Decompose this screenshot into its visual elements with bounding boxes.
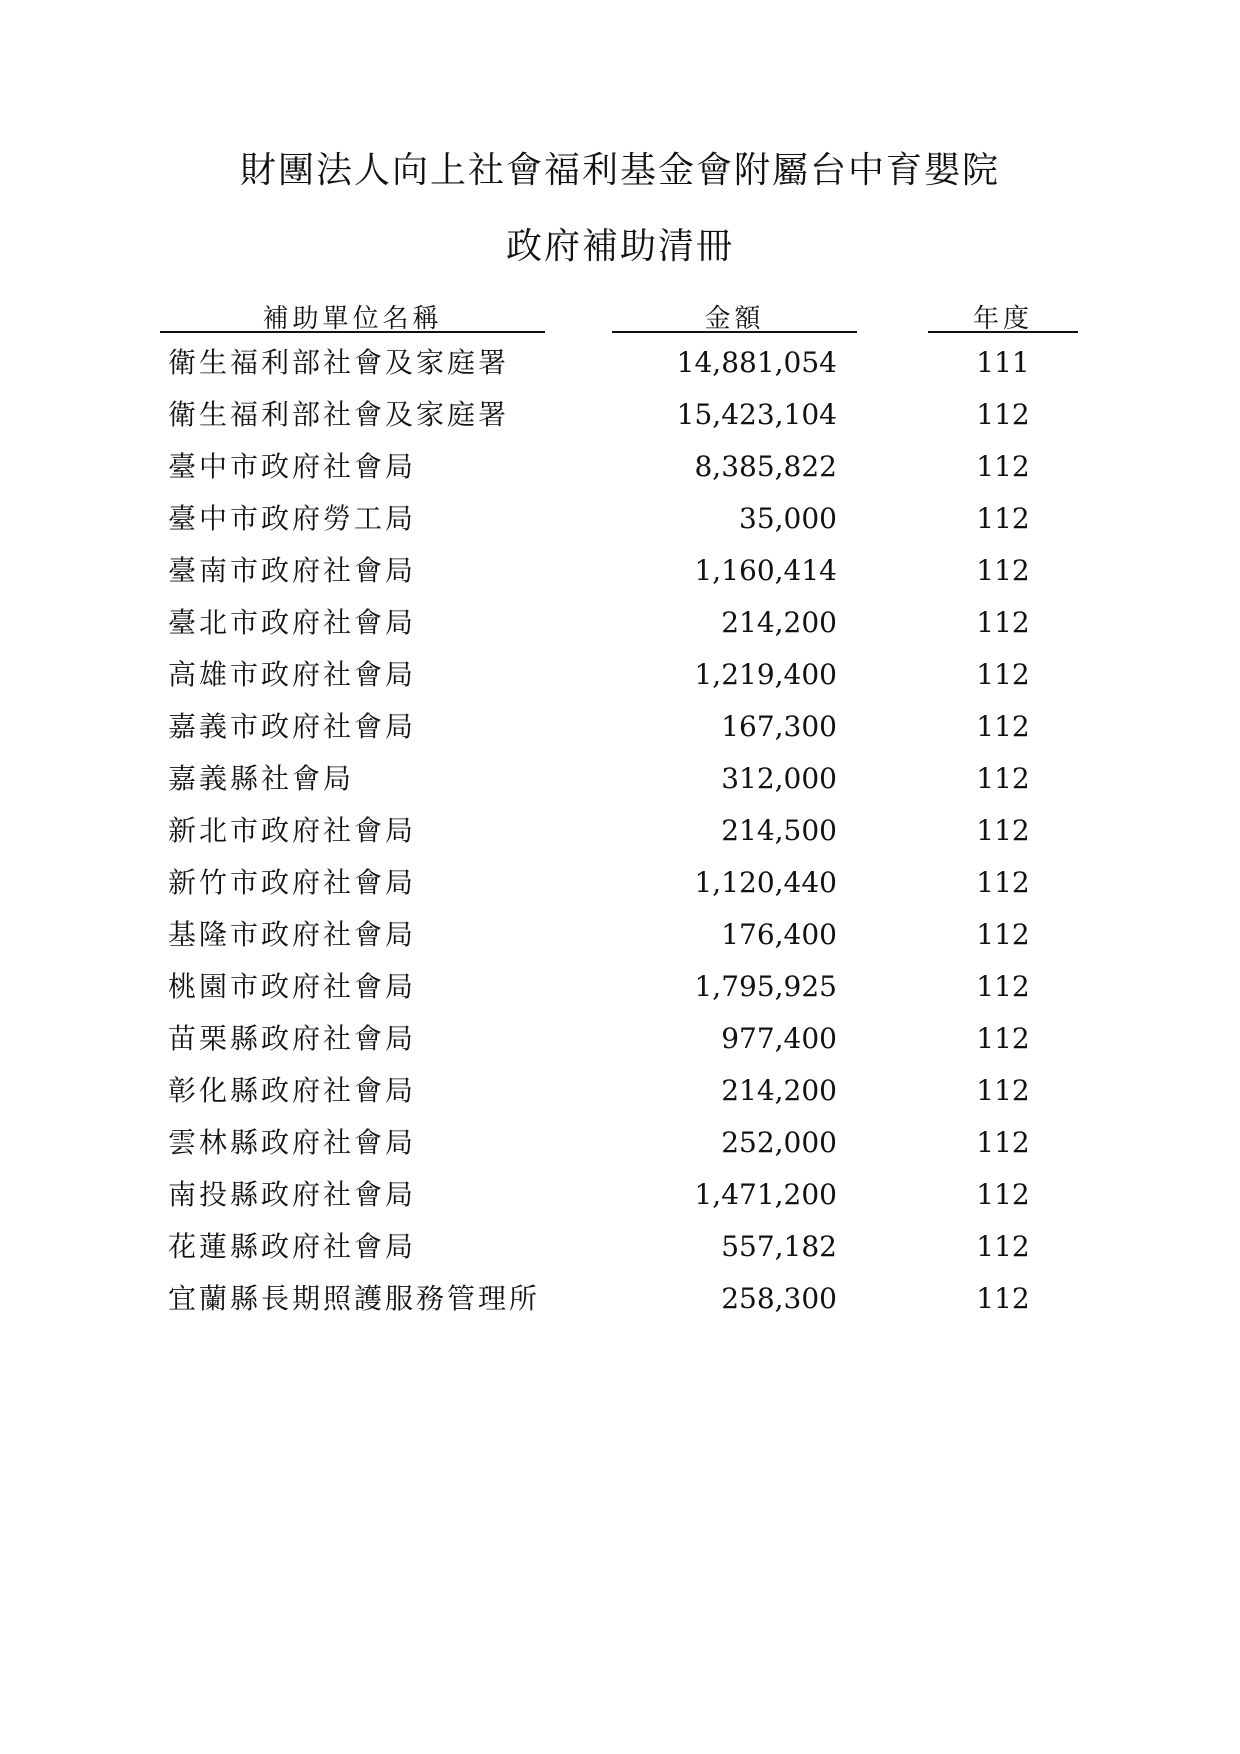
cell-year: 112 [976, 606, 1030, 639]
cell-year: 112 [976, 1230, 1030, 1263]
cell-year: 112 [976, 762, 1030, 795]
column-header-year: 年度 [972, 304, 1033, 334]
table-row [0, 596, 1240, 648]
table-row [0, 1272, 1240, 1324]
cell-amount: 1,219,400 [694, 658, 837, 691]
cell-subsidy-unit: 苗栗縣政府社會局 [168, 1022, 417, 1055]
cell-amount: 258,300 [721, 1282, 837, 1315]
cell-subsidy-unit: 南投縣政府社會局 [168, 1178, 417, 1211]
cell-amount: 1,795,925 [694, 970, 837, 1003]
cell-amount: 214,200 [721, 606, 837, 639]
cell-subsidy-unit: 臺南市政府社會局 [168, 554, 417, 587]
cell-amount: 214,500 [721, 814, 837, 847]
cell-subsidy-unit: 新竹市政府社會局 [168, 866, 417, 899]
table-row [0, 1064, 1240, 1116]
cell-amount: 252,000 [721, 1126, 837, 1159]
table-row [0, 1168, 1240, 1220]
cell-amount: 557,182 [721, 1230, 837, 1263]
table-row [0, 752, 1240, 804]
cell-amount: 312,000 [721, 762, 837, 795]
table-row [0, 492, 1240, 544]
column-header-name: 補助單位名稱 [262, 304, 443, 334]
cell-subsidy-unit: 彰化縣政府社會局 [168, 1074, 417, 1107]
cell-year: 112 [976, 1022, 1030, 1055]
cell-year: 111 [976, 346, 1030, 379]
table-row [0, 700, 1240, 752]
table-row [0, 388, 1240, 440]
cell-year: 112 [976, 1074, 1030, 1107]
cell-subsidy-unit: 衛生福利部社會及家庭署 [168, 346, 510, 379]
cell-year: 112 [976, 658, 1030, 691]
table-row [0, 544, 1240, 596]
cell-amount: 977,400 [721, 1022, 837, 1055]
cell-subsidy-unit: 臺中市政府勞工局 [168, 502, 417, 535]
cell-subsidy-unit: 嘉義縣社會局 [168, 762, 355, 795]
cell-subsidy-unit: 新北市政府社會局 [168, 814, 417, 847]
header-underline-name [160, 331, 545, 333]
cell-amount: 1,471,200 [694, 1178, 837, 1211]
table-row [0, 804, 1240, 856]
header-underline-year [928, 331, 1078, 333]
cell-subsidy-unit: 宜蘭縣長期照護服務管理所 [168, 1282, 541, 1315]
cell-subsidy-unit: 臺北市政府社會局 [168, 606, 417, 639]
table-row [0, 1012, 1240, 1064]
cell-amount: 176,400 [721, 918, 837, 951]
cell-subsidy-unit: 高雄市政府社會局 [168, 658, 417, 691]
table-row [0, 1220, 1240, 1272]
table-row [0, 648, 1240, 700]
cell-subsidy-unit: 桃園市政府社會局 [168, 970, 417, 1003]
table-row [0, 856, 1240, 908]
cell-year: 112 [976, 502, 1030, 535]
table-row [0, 908, 1240, 960]
cell-amount: 1,160,414 [694, 554, 837, 587]
subsidy-table-body [0, 336, 1240, 1324]
cell-amount: 14,881,054 [676, 346, 837, 379]
cell-amount: 214,200 [721, 1074, 837, 1107]
document-title: 財團法人向上社會福利基金會附屬台中育嬰院 [239, 150, 1000, 191]
column-header-amount: 金額 [704, 304, 765, 334]
table-row [0, 336, 1240, 388]
cell-subsidy-unit: 臺中市政府社會局 [168, 450, 417, 483]
header-underline-amount [612, 331, 857, 333]
cell-year: 112 [976, 554, 1030, 587]
cell-year: 112 [976, 398, 1030, 431]
cell-year: 112 [976, 970, 1030, 1003]
cell-year: 112 [976, 918, 1030, 951]
cell-year: 112 [976, 1178, 1030, 1211]
cell-amount: 15,423,104 [676, 398, 837, 431]
cell-subsidy-unit: 花蓮縣政府社會局 [168, 1230, 417, 1263]
table-row [0, 1116, 1240, 1168]
cell-amount: 167,300 [721, 710, 837, 743]
cell-year: 112 [976, 1282, 1030, 1315]
cell-year: 112 [976, 450, 1030, 483]
cell-subsidy-unit: 衛生福利部社會及家庭署 [168, 398, 510, 431]
cell-amount: 8,385,822 [694, 450, 837, 483]
table-row [0, 960, 1240, 1012]
cell-subsidy-unit: 雲林縣政府社會局 [168, 1126, 417, 1159]
document-subtitle: 政府補助清冊 [505, 226, 734, 267]
cell-year: 112 [976, 814, 1030, 847]
cell-amount: 35,000 [739, 502, 837, 535]
cell-subsidy-unit: 基隆市政府社會局 [168, 918, 417, 951]
cell-amount: 1,120,440 [694, 866, 837, 899]
cell-year: 112 [976, 866, 1030, 899]
table-row [0, 440, 1240, 492]
cell-year: 112 [976, 1126, 1030, 1159]
cell-subsidy-unit: 嘉義市政府社會局 [168, 710, 417, 743]
cell-year: 112 [976, 710, 1030, 743]
